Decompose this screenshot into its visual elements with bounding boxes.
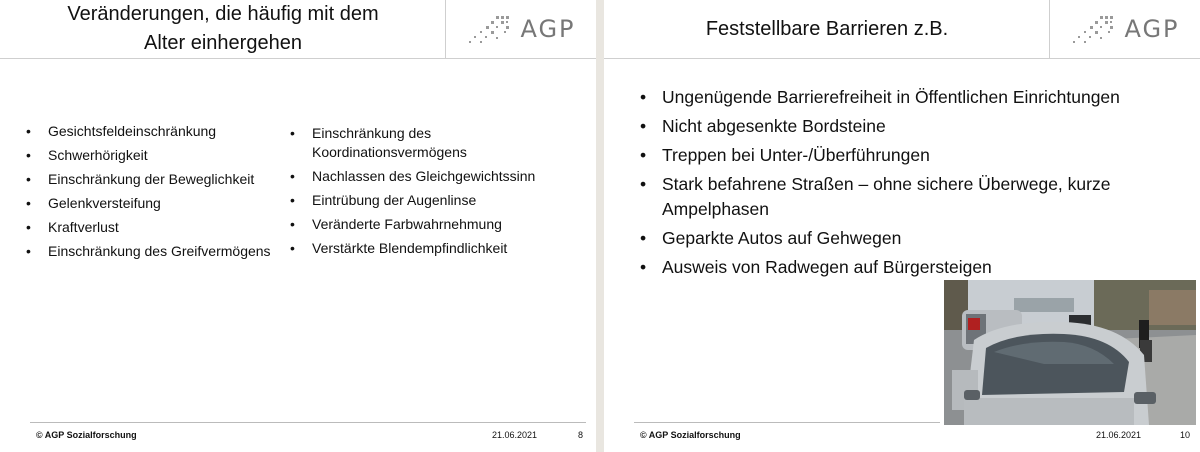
barrier-list xyxy=(640,85,1180,284)
list-item: • Einschränkung des Greifvermögens xyxy=(26,242,286,261)
footer-page-number: 8 xyxy=(578,430,584,440)
bullet-list-column-2 xyxy=(290,124,570,263)
title-line-1: Veränderungen, die häufig mit dem xyxy=(67,3,379,25)
agp-logo xyxy=(445,0,596,59)
logo-text: AGP xyxy=(520,15,576,43)
logo-text: AGP xyxy=(1124,15,1180,43)
agp-logo xyxy=(1049,0,1200,59)
logo-dots-icon xyxy=(1070,14,1114,44)
footer-divider xyxy=(30,422,586,423)
list-item: • Veränderte Farbwahrnehmung xyxy=(290,215,570,234)
footer-copyright: © AGP Sozialforschung xyxy=(36,430,137,440)
slide-10 xyxy=(604,0,1200,452)
list-item: • Einschränkung des Koordinationsvermögens xyxy=(290,124,570,162)
list-item: • Gesichtsfeldeinschränkung xyxy=(26,122,286,141)
slide-title xyxy=(0,0,446,59)
list-item: • Einschränkung der Beweglichkeit xyxy=(26,170,286,189)
list-item: • Verstärkte Blendempfindlichkeit xyxy=(290,239,570,258)
slide-title xyxy=(604,0,1050,59)
list-item: • Kraftverlust xyxy=(26,218,286,237)
slide-8 xyxy=(0,0,596,452)
list-item: • Nachlassen des Gleichgewichtssinn xyxy=(290,167,570,186)
list-item: • Nicht abgesenkte Bordsteine xyxy=(640,114,1180,139)
footer-divider xyxy=(634,422,940,423)
slide-footer xyxy=(604,422,1200,452)
footer-date: 21.06.2021 xyxy=(1096,430,1142,440)
slide-footer xyxy=(0,422,596,452)
parked-cars-photo xyxy=(944,280,1196,425)
footer-copyright: © AGP Sozialforschung xyxy=(640,430,741,440)
bullet-list-column-1 xyxy=(26,122,286,266)
list-item: • Ungenügende Barrierefreiheit in Öffentlichen Einrichtungen xyxy=(640,85,1180,110)
list-item: • Geparkte Autos auf Gehwegen xyxy=(640,226,1180,251)
title-text: Feststellbare Barrieren z.B. xyxy=(705,17,949,40)
footer-date: 21.06.2021 xyxy=(492,430,538,440)
list-item: • Ausweis von Radwegen auf Bürgersteigen xyxy=(640,255,1180,280)
footer-page-number: 10 xyxy=(1180,430,1191,440)
title-line-2: Alter einhergehen xyxy=(144,32,302,54)
list-item: • Stark befahrene Straßen – ohne sichere Überwege, kurze Ampelphasen xyxy=(640,172,1180,222)
list-item: • Gelenkversteifung xyxy=(26,194,286,213)
list-item: • Schwerhörigkeit xyxy=(26,146,286,165)
logo-dots-icon xyxy=(466,14,510,44)
list-item: • Treppen bei Unter-/Überführungen xyxy=(640,143,1180,168)
list-item: • Eintrübung der Augenlinse xyxy=(290,191,570,210)
